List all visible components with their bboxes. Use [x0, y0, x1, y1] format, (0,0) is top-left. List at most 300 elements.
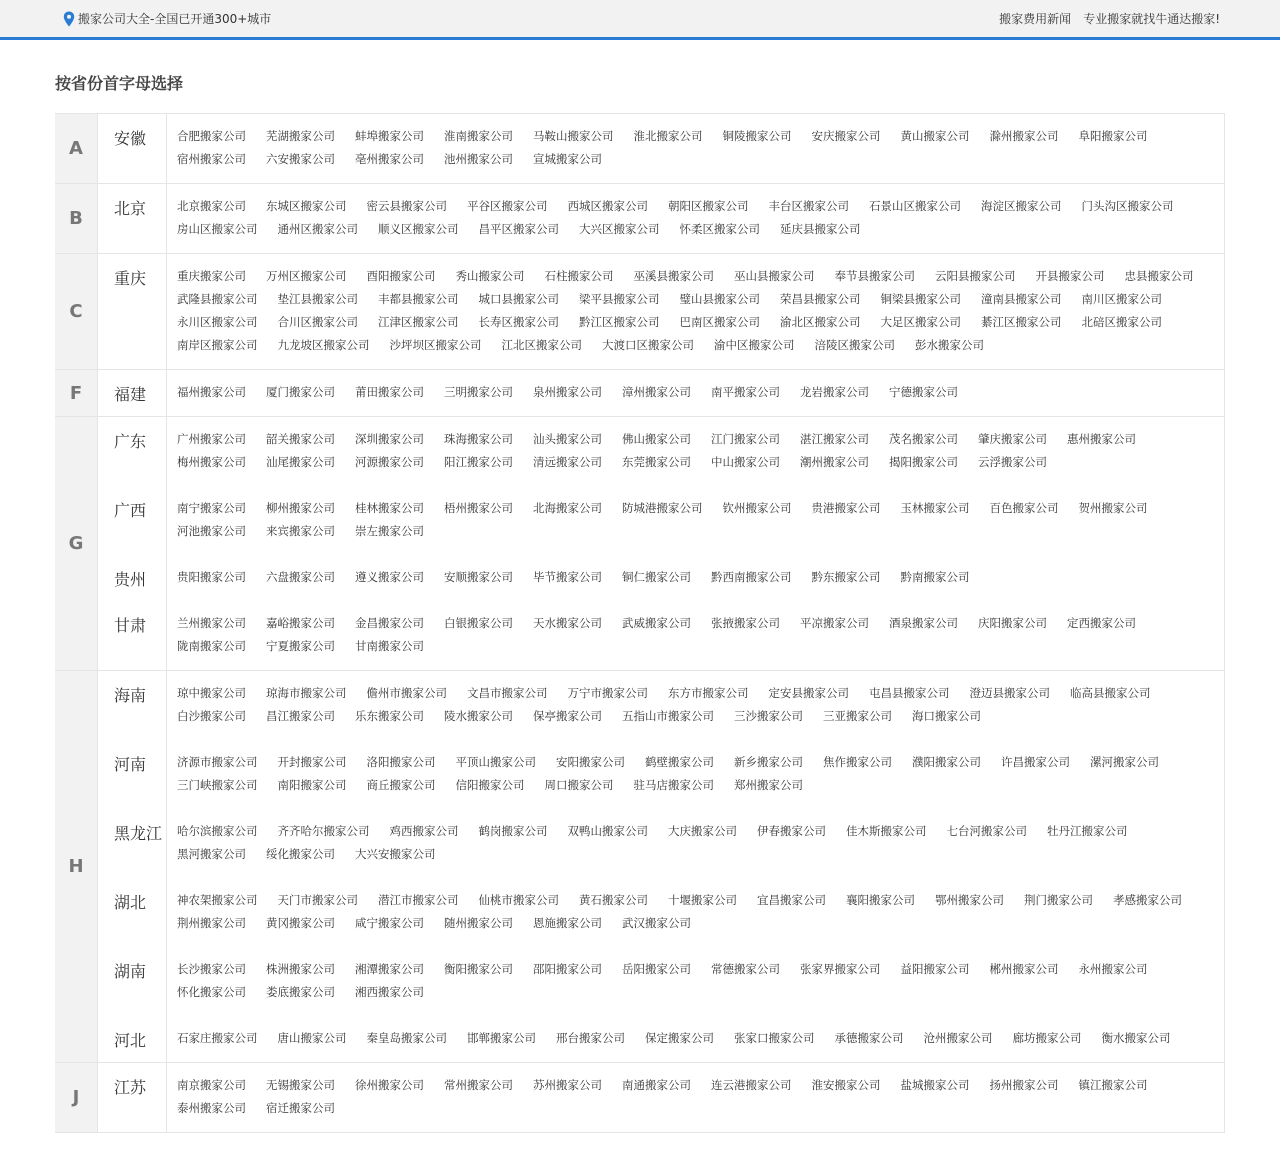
city-link[interactable]: 铜仁搬家公司 — [622, 570, 691, 584]
city-link[interactable]: 潜江市搬家公司 — [378, 893, 459, 907]
city-link[interactable]: 长寿区搬家公司 — [478, 315, 559, 329]
city-link[interactable]: 江津区搬家公司 — [378, 315, 459, 329]
city-link[interactable]: 苏州搬家公司 — [533, 1078, 602, 1092]
city-link[interactable]: 洛阳搬家公司 — [366, 755, 436, 769]
city-link[interactable]: 娄底搬家公司 — [266, 985, 335, 999]
city-link[interactable]: 黑河搬家公司 — [177, 847, 246, 861]
city-link[interactable]: 河池搬家公司 — [177, 524, 246, 538]
province-row — [97, 947, 1224, 1016]
city-links — [167, 947, 1224, 1016]
city-link[interactable]: 城口县搬家公司 — [478, 292, 559, 306]
city-link[interactable]: 七台河搬家公司 — [946, 824, 1027, 838]
city-link[interactable]: 东方市搬家公司 — [668, 686, 749, 700]
province-list — [97, 1063, 1224, 1132]
city-link[interactable]: 琼中搬家公司 — [177, 686, 246, 700]
letter-label: C — [55, 254, 97, 369]
city-link[interactable]: 河源搬家公司 — [355, 455, 424, 469]
city-link[interactable]: 六安搬家公司 — [266, 152, 335, 166]
city-link[interactable]: 巫溪县搬家公司 — [633, 269, 714, 283]
city-link[interactable]: 崇左搬家公司 — [355, 524, 424, 538]
city-link[interactable]: 酒泉搬家公司 — [889, 616, 958, 630]
city-link[interactable]: 秦皇岛搬家公司 — [366, 1031, 447, 1045]
city-link[interactable]: 铜陵搬家公司 — [722, 129, 792, 143]
city-link[interactable]: 五指山市搬家公司 — [622, 709, 714, 723]
city-link[interactable]: 宿迁搬家公司 — [266, 1101, 335, 1115]
city-link[interactable]: 三亚搬家公司 — [823, 709, 892, 723]
city-link[interactable]: 十堰搬家公司 — [668, 893, 737, 907]
city-link[interactable]: 金昌搬家公司 — [355, 616, 424, 630]
city-link[interactable]: 南通搬家公司 — [622, 1078, 691, 1092]
city-link[interactable]: 安顺搬家公司 — [444, 570, 513, 584]
city-link[interactable]: 漳州搬家公司 — [622, 385, 691, 399]
city-link[interactable]: 许昌搬家公司 — [1001, 755, 1070, 769]
city-link[interactable]: 鄂州搬家公司 — [935, 893, 1004, 907]
city-link[interactable]: 大兴区搬家公司 — [579, 222, 660, 236]
city-link[interactable]: 秀山搬家公司 — [455, 269, 525, 283]
city-link[interactable]: 长沙搬家公司 — [177, 962, 246, 976]
city-link[interactable]: 嘉峪搬家公司 — [266, 616, 335, 630]
province-row — [97, 601, 1224, 670]
city-link[interactable]: 定安县搬家公司 — [768, 686, 849, 700]
city-link[interactable]: 璧山县搬家公司 — [679, 292, 760, 306]
city-link[interactable]: 无锡搬家公司 — [266, 1078, 335, 1092]
city-link[interactable]: 荆州搬家公司 — [177, 916, 246, 930]
city-link[interactable]: 钦州搬家公司 — [722, 501, 792, 515]
city-link[interactable]: 云阳县搬家公司 — [935, 269, 1016, 283]
city-link[interactable]: 淮南搬家公司 — [444, 129, 513, 143]
city-link[interactable]: 北海搬家公司 — [533, 501, 602, 515]
city-link[interactable]: 荆门搬家公司 — [1024, 893, 1093, 907]
city-link[interactable]: 石家庄搬家公司 — [177, 1031, 258, 1045]
city-link[interactable]: 天门市搬家公司 — [277, 893, 358, 907]
province-list — [97, 114, 1224, 183]
city-link[interactable]: 阳江搬家公司 — [444, 455, 513, 469]
city-link[interactable]: 三明搬家公司 — [444, 385, 513, 399]
province-row — [97, 254, 1224, 369]
city-link[interactable]: 鹤岗搬家公司 — [478, 824, 548, 838]
city-link[interactable]: 株洲搬家公司 — [266, 962, 335, 976]
city-link[interactable]: 东莞搬家公司 — [622, 455, 691, 469]
letter-label: F — [55, 370, 97, 416]
city-link[interactable]: 乐东搬家公司 — [355, 709, 424, 723]
city-link[interactable]: 神农架搬家公司 — [177, 893, 258, 907]
province-name: 河北 — [97, 1016, 167, 1062]
city-link[interactable]: 北京搬家公司 — [177, 199, 246, 213]
city-link[interactable]: 怀化搬家公司 — [177, 985, 246, 999]
city-link[interactable]: 儋州市搬家公司 — [366, 686, 447, 700]
city-link[interactable]: 平顶山搬家公司 — [455, 755, 536, 769]
city-link[interactable]: 伊春搬家公司 — [757, 824, 826, 838]
city-link[interactable]: 朝阳区搬家公司 — [668, 199, 749, 213]
city-link[interactable]: 黄冈搬家公司 — [266, 916, 335, 930]
city-link[interactable]: 六盘搬家公司 — [266, 570, 335, 584]
city-link[interactable]: 驻马店搬家公司 — [633, 778, 714, 792]
city-link[interactable]: 黄石搬家公司 — [579, 893, 648, 907]
city-link[interactable]: 仙桃市搬家公司 — [478, 893, 559, 907]
city-link[interactable]: 酉阳搬家公司 — [366, 269, 436, 283]
city-link[interactable]: 亳州搬家公司 — [355, 152, 424, 166]
city-link[interactable]: 惠州搬家公司 — [1067, 432, 1136, 446]
city-link[interactable]: 常州搬家公司 — [444, 1078, 513, 1092]
city-link[interactable]: 万宁市搬家公司 — [567, 686, 648, 700]
city-link[interactable]: 黄山搬家公司 — [900, 129, 970, 143]
city-link[interactable]: 武汉搬家公司 — [622, 916, 691, 930]
province-name: 江苏 — [97, 1063, 167, 1132]
city-link[interactable]: 北碚区搬家公司 — [1081, 315, 1162, 329]
letter-group-b — [55, 184, 1224, 254]
city-link[interactable]: 文昌市搬家公司 — [467, 686, 548, 700]
letter-group-a — [55, 114, 1224, 184]
city-link[interactable]: 贵阳搬家公司 — [177, 570, 246, 584]
city-link[interactable]: 合肥搬家公司 — [177, 129, 246, 143]
city-link[interactable]: 贵港搬家公司 — [811, 501, 881, 515]
city-link[interactable]: 贺州搬家公司 — [1078, 501, 1148, 515]
city-link[interactable]: 彭水搬家公司 — [915, 338, 984, 352]
city-link[interactable]: 周口搬家公司 — [544, 778, 614, 792]
city-link[interactable]: 孝感搬家公司 — [1113, 893, 1182, 907]
city-link[interactable]: 咸宁搬家公司 — [355, 916, 424, 930]
city-link[interactable]: 南宁搬家公司 — [177, 501, 246, 515]
city-link[interactable]: 陵水搬家公司 — [444, 709, 513, 723]
city-link[interactable]: 濮阳搬家公司 — [912, 755, 981, 769]
city-link[interactable]: 铜梁县搬家公司 — [880, 292, 961, 306]
city-link[interactable]: 海口搬家公司 — [912, 709, 981, 723]
city-link[interactable]: 梁平县搬家公司 — [579, 292, 660, 306]
city-link[interactable]: 龙岩搬家公司 — [800, 385, 869, 399]
city-link[interactable]: 芜湖搬家公司 — [266, 129, 335, 143]
province-name: 湖南 — [97, 947, 167, 1016]
city-link[interactable]: 永川区搬家公司 — [177, 315, 258, 329]
city-link[interactable]: 开封搬家公司 — [277, 755, 347, 769]
city-link[interactable]: 三门峡搬家公司 — [177, 778, 258, 792]
city-link[interactable]: 安庆搬家公司 — [811, 129, 881, 143]
city-link[interactable]: 哈尔滨搬家公司 — [177, 824, 258, 838]
location-text: 搬家公司大全-全国已开通300+城市 — [78, 12, 272, 26]
city-link[interactable]: 镇江搬家公司 — [1078, 1078, 1148, 1092]
city-link[interactable]: 潼南县搬家公司 — [981, 292, 1062, 306]
city-link[interactable]: 宁夏搬家公司 — [266, 639, 335, 653]
letter-group-c — [55, 254, 1224, 370]
province-row — [97, 740, 1224, 809]
city-link[interactable]: 白沙搬家公司 — [177, 709, 246, 723]
city-link[interactable]: 庆阳搬家公司 — [978, 616, 1047, 630]
city-link[interactable]: 昌平区搬家公司 — [478, 222, 559, 236]
city-link[interactable]: 淮北搬家公司 — [633, 129, 703, 143]
city-link[interactable]: 垫江县搬家公司 — [277, 292, 358, 306]
city-link[interactable]: 屯昌县搬家公司 — [869, 686, 950, 700]
city-link[interactable]: 佳木斯搬家公司 — [846, 824, 927, 838]
city-link[interactable]: 玉林搬家公司 — [900, 501, 970, 515]
city-link[interactable]: 平凉搬家公司 — [800, 616, 869, 630]
city-link[interactable]: 三沙搬家公司 — [734, 709, 803, 723]
city-link[interactable]: 巴南区搬家公司 — [679, 315, 760, 329]
city-link[interactable]: 信阳搬家公司 — [455, 778, 525, 792]
city-link[interactable]: 怀柔区搬家公司 — [679, 222, 760, 236]
city-link[interactable]: 莆田搬家公司 — [355, 385, 424, 399]
city-link[interactable]: 鸡西搬家公司 — [389, 824, 459, 838]
city-link[interactable]: 汕尾搬家公司 — [266, 455, 335, 469]
city-link[interactable]: 泰州搬家公司 — [177, 1101, 246, 1115]
province-list — [97, 370, 1224, 416]
city-link[interactable]: 涪陵区搬家公司 — [814, 338, 895, 352]
city-link[interactable]: 顺义区搬家公司 — [378, 222, 459, 236]
top-links — [987, 10, 1220, 27]
city-link[interactable]: 平谷区搬家公司 — [467, 199, 548, 213]
city-link[interactable]: 丰都县搬家公司 — [378, 292, 459, 306]
city-links — [167, 254, 1224, 369]
city-link[interactable]: 江北区搬家公司 — [501, 338, 582, 352]
city-link[interactable]: 延庆县搬家公司 — [780, 222, 861, 236]
city-link[interactable]: 盐城搬家公司 — [900, 1078, 970, 1092]
city-links — [167, 184, 1224, 253]
city-link[interactable]: 潮州搬家公司 — [800, 455, 869, 469]
city-links — [167, 809, 1224, 878]
city-link[interactable]: 厦门搬家公司 — [266, 385, 335, 399]
location-info — [62, 10, 271, 27]
city-link[interactable]: 揭阳搬家公司 — [889, 455, 958, 469]
city-link[interactable]: 佛山搬家公司 — [622, 432, 691, 446]
city-link[interactable]: 大足区搬家公司 — [880, 315, 961, 329]
city-link[interactable]: 南平搬家公司 — [711, 385, 780, 399]
city-link[interactable]: 衡水搬家公司 — [1101, 1031, 1171, 1045]
city-link[interactable]: 南阳搬家公司 — [277, 778, 347, 792]
city-link[interactable]: 唐山搬家公司 — [277, 1031, 347, 1045]
city-link[interactable]: 焦作搬家公司 — [823, 755, 892, 769]
city-link[interactable]: 张家界搬家公司 — [800, 962, 881, 976]
city-links — [167, 601, 1224, 670]
city-link[interactable]: 齐齐哈尔搬家公司 — [277, 824, 370, 838]
moving-cost-news-link[interactable]: 搬家费用新闻 — [999, 12, 1072, 26]
city-link[interactable]: 张掖搬家公司 — [711, 616, 780, 630]
province-row — [97, 809, 1224, 878]
city-link[interactable]: 廊坊搬家公司 — [1012, 1031, 1082, 1045]
city-link[interactable]: 百色搬家公司 — [989, 501, 1059, 515]
city-link[interactable]: 保亭搬家公司 — [533, 709, 602, 723]
city-link[interactable]: 宿州搬家公司 — [177, 152, 246, 166]
city-link[interactable]: 石柱搬家公司 — [544, 269, 614, 283]
city-link[interactable]: 阜阳搬家公司 — [1078, 129, 1148, 143]
province-list — [97, 417, 1224, 670]
city-link[interactable]: 湘潭搬家公司 — [355, 962, 424, 976]
city-link[interactable]: 渝中区搬家公司 — [714, 338, 795, 352]
city-link[interactable]: 益阳搬家公司 — [900, 962, 970, 976]
city-link[interactable]: 来宾搬家公司 — [266, 524, 335, 538]
province-row — [97, 1016, 1224, 1062]
province-name: 湖北 — [97, 878, 167, 947]
province-name: 福建 — [97, 370, 167, 416]
city-link[interactable]: 天水搬家公司 — [533, 616, 602, 630]
city-link[interactable]: 济源市搬家公司 — [177, 755, 258, 769]
city-link[interactable]: 池州搬家公司 — [444, 152, 513, 166]
province-row — [97, 417, 1224, 486]
city-link[interactable]: 大兴安搬家公司 — [355, 847, 436, 861]
city-link[interactable]: 绥化搬家公司 — [266, 847, 335, 861]
city-link[interactable]: 武威搬家公司 — [622, 616, 691, 630]
city-link[interactable]: 常德搬家公司 — [711, 962, 780, 976]
city-link[interactable]: 宜昌搬家公司 — [757, 893, 826, 907]
city-link[interactable]: 奉节县搬家公司 — [834, 269, 915, 283]
city-link[interactable]: 丰台区搬家公司 — [768, 199, 849, 213]
letter-label: J — [55, 1063, 97, 1132]
city-link[interactable]: 西城区搬家公司 — [567, 199, 648, 213]
city-link[interactable]: 忠县搬家公司 — [1124, 269, 1194, 283]
city-link[interactable]: 柳州搬家公司 — [266, 501, 335, 515]
province-row — [97, 555, 1224, 601]
province-name: 河南 — [97, 740, 167, 809]
city-link[interactable]: 通州区搬家公司 — [277, 222, 358, 236]
city-link[interactable]: 张家口搬家公司 — [734, 1031, 815, 1045]
city-link[interactable]: 防城港搬家公司 — [622, 501, 703, 515]
province-name: 贵州 — [97, 555, 167, 601]
city-link[interactable]: 承德搬家公司 — [834, 1031, 904, 1045]
city-link[interactable]: 东城区搬家公司 — [266, 199, 347, 213]
city-link[interactable]: 中山搬家公司 — [711, 455, 780, 469]
city-link[interactable]: 遵义搬家公司 — [355, 570, 424, 584]
city-link[interactable]: 澄迈县搬家公司 — [969, 686, 1050, 700]
city-link[interactable]: 定西搬家公司 — [1067, 616, 1136, 630]
city-link[interactable]: 泉州搬家公司 — [533, 385, 602, 399]
city-link[interactable]: 滁州搬家公司 — [989, 129, 1059, 143]
city-link[interactable]: 邢台搬家公司 — [556, 1031, 625, 1045]
province-row — [97, 184, 1224, 253]
city-link[interactable]: 襄阳搬家公司 — [846, 893, 915, 907]
city-link[interactable]: 湛江搬家公司 — [800, 432, 869, 446]
city-link[interactable]: 宁德搬家公司 — [889, 385, 958, 399]
city-link[interactable]: 荣昌县搬家公司 — [780, 292, 861, 306]
city-link[interactable]: 重庆搬家公司 — [177, 269, 246, 283]
city-link[interactable]: 九龙坡区搬家公司 — [277, 338, 370, 352]
city-link[interactable]: 安阳搬家公司 — [556, 755, 625, 769]
city-link[interactable]: 开县搬家公司 — [1035, 269, 1105, 283]
city-link[interactable]: 岳阳搬家公司 — [622, 962, 691, 976]
city-link[interactable]: 新乡搬家公司 — [734, 755, 803, 769]
city-link[interactable]: 南川区搬家公司 — [1081, 292, 1162, 306]
city-link[interactable]: 连云港搬家公司 — [711, 1078, 792, 1092]
city-link[interactable]: 沧州搬家公司 — [923, 1031, 993, 1045]
city-link[interactable]: 扬州搬家公司 — [989, 1078, 1059, 1092]
city-link[interactable]: 郴州搬家公司 — [989, 962, 1059, 976]
province-name: 海南 — [97, 671, 167, 740]
city-links — [167, 486, 1224, 555]
province-name: 重庆 — [97, 254, 167, 369]
city-link[interactable]: 云浮搬家公司 — [978, 455, 1047, 469]
city-link[interactable]: 白银搬家公司 — [444, 616, 513, 630]
city-link[interactable]: 甘南搬家公司 — [355, 639, 424, 653]
city-link[interactable]: 商丘搬家公司 — [366, 778, 436, 792]
city-link[interactable]: 肇庆搬家公司 — [978, 432, 1047, 446]
city-link[interactable]: 南京搬家公司 — [177, 1078, 246, 1092]
city-link[interactable]: 黔南搬家公司 — [900, 570, 970, 584]
city-link[interactable]: 大庆搬家公司 — [668, 824, 737, 838]
city-link[interactable]: 衡阳搬家公司 — [444, 962, 513, 976]
letter-label: B — [55, 184, 97, 253]
slogan-link[interactable]: 专业搬家就找牛通达搬家! — [1083, 12, 1220, 26]
city-links — [167, 740, 1224, 809]
city-links — [167, 1016, 1224, 1062]
province-list — [97, 184, 1224, 253]
city-link[interactable]: 黔东搬家公司 — [811, 570, 881, 584]
city-link[interactable]: 深圳搬家公司 — [355, 432, 424, 446]
city-links — [167, 878, 1224, 947]
city-link[interactable]: 万州区搬家公司 — [266, 269, 347, 283]
city-link[interactable]: 淮安搬家公司 — [811, 1078, 881, 1092]
city-link[interactable]: 茂名搬家公司 — [889, 432, 958, 446]
city-link[interactable]: 大渡口区搬家公司 — [602, 338, 694, 352]
city-link[interactable]: 牡丹江搬家公司 — [1047, 824, 1128, 838]
city-links — [167, 370, 1224, 416]
province-name: 广西 — [97, 486, 167, 555]
city-link[interactable]: 昌江搬家公司 — [266, 709, 335, 723]
city-link[interactable]: 毕节搬家公司 — [533, 570, 602, 584]
city-link[interactable]: 马鞍山搬家公司 — [533, 129, 614, 143]
city-link[interactable]: 武隆县搬家公司 — [177, 292, 258, 306]
city-link[interactable]: 邵阳搬家公司 — [533, 962, 602, 976]
city-link[interactable]: 桂林搬家公司 — [355, 501, 424, 515]
city-link[interactable]: 恩施搬家公司 — [533, 916, 602, 930]
city-link[interactable]: 合川区搬家公司 — [277, 315, 358, 329]
city-link[interactable]: 郑州搬家公司 — [734, 778, 803, 792]
province-row — [97, 114, 1224, 183]
province-name: 安徽 — [97, 114, 167, 183]
city-link[interactable]: 海淀区搬家公司 — [981, 199, 1062, 213]
city-link[interactable]: 黔江区搬家公司 — [579, 315, 660, 329]
city-link[interactable]: 鹤壁搬家公司 — [645, 755, 714, 769]
city-link[interactable]: 漯河搬家公司 — [1090, 755, 1159, 769]
city-link[interactable]: 汕头搬家公司 — [533, 432, 602, 446]
letter-label: G — [55, 417, 97, 670]
city-link[interactable]: 邯郸搬家公司 — [467, 1031, 536, 1045]
city-link[interactable]: 琼海市搬家公司 — [266, 686, 347, 700]
city-link[interactable]: 福州搬家公司 — [177, 385, 246, 399]
city-link[interactable]: 蚌埠搬家公司 — [355, 129, 424, 143]
city-link[interactable]: 随州搬家公司 — [444, 916, 513, 930]
city-link[interactable]: 渝北区搬家公司 — [780, 315, 861, 329]
city-links — [167, 1063, 1224, 1132]
city-link[interactable]: 陇南搬家公司 — [177, 639, 246, 653]
city-link[interactable]: 房山区搬家公司 — [177, 222, 258, 236]
city-link[interactable]: 沙坪坝区搬家公司 — [389, 338, 482, 352]
city-link[interactable]: 广州搬家公司 — [177, 432, 246, 446]
city-link[interactable]: 江门搬家公司 — [711, 432, 780, 446]
city-link[interactable]: 兰州搬家公司 — [177, 616, 246, 630]
city-link[interactable]: 双鸭山搬家公司 — [567, 824, 648, 838]
city-link[interactable]: 宣城搬家公司 — [533, 152, 602, 166]
section-title: 按省份首字母选择 — [55, 74, 184, 93]
city-link[interactable]: 徐州搬家公司 — [355, 1078, 424, 1092]
city-link[interactable]: 石景山区搬家公司 — [869, 199, 961, 213]
city-link[interactable]: 巫山县搬家公司 — [734, 269, 815, 283]
city-link[interactable]: 清远搬家公司 — [533, 455, 602, 469]
city-link[interactable]: 湘西搬家公司 — [355, 985, 424, 999]
city-link[interactable]: 门头沟区搬家公司 — [1081, 199, 1174, 213]
city-link[interactable]: 保定搬家公司 — [645, 1031, 714, 1045]
city-link[interactable]: 永州搬家公司 — [1078, 962, 1148, 976]
city-link[interactable]: 南岸区搬家公司 — [177, 338, 258, 352]
province-row — [97, 1063, 1224, 1132]
city-link[interactable]: 梧州搬家公司 — [444, 501, 513, 515]
city-link[interactable]: 梅州搬家公司 — [177, 455, 246, 469]
province-row — [97, 671, 1224, 740]
city-link[interactable]: 密云县搬家公司 — [366, 199, 447, 213]
city-link[interactable]: 綦江区搬家公司 — [981, 315, 1062, 329]
city-link[interactable]: 黔西南搬家公司 — [711, 570, 792, 584]
city-link[interactable]: 临高县搬家公司 — [1070, 686, 1151, 700]
city-links — [167, 417, 1224, 486]
city-link[interactable]: 韶关搬家公司 — [266, 432, 335, 446]
city-link[interactable]: 珠海搬家公司 — [444, 432, 513, 446]
province-name: 广东 — [97, 417, 167, 486]
letter-group-j — [55, 1063, 1224, 1133]
